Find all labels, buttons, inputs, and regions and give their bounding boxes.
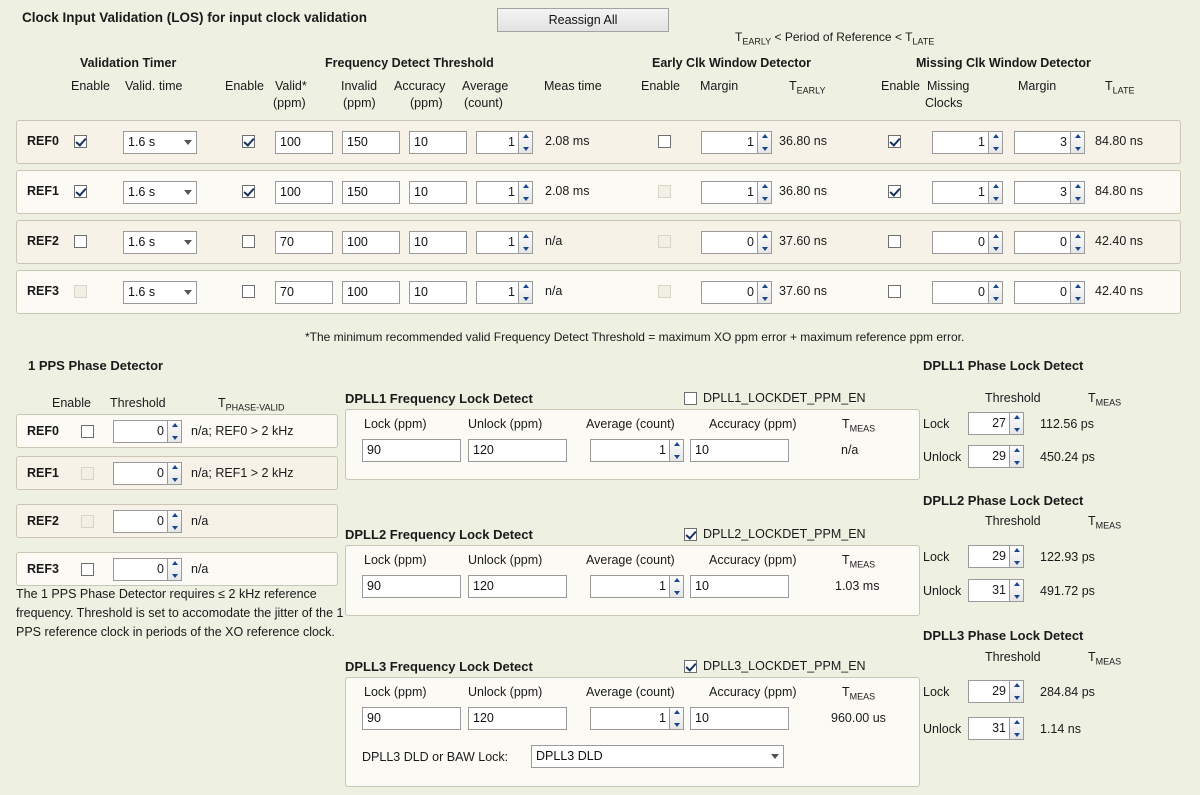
reassign-all-button[interactable]: Reassign All <box>497 8 669 32</box>
lock-label: Lock (ppm) <box>364 685 427 699</box>
lock-ppm-input[interactable]: 90 <box>362 575 461 598</box>
dpll3-unlock-threshold-stepper[interactable] <box>1009 717 1024 740</box>
average-count-stepper[interactable] <box>669 575 684 598</box>
dpll2-ppm-en-checkbox[interactable] <box>684 528 697 541</box>
dpll1-unlock-threshold-input[interactable]: 29 <box>968 445 1009 468</box>
dpll1-unlock-threshold-stepper[interactable] <box>1009 445 1024 468</box>
missing-enable-checkbox[interactable] <box>888 135 901 148</box>
tlate-value: 84.80 ns <box>1095 134 1143 148</box>
tearly-value: 37.60 ns <box>779 234 827 248</box>
valid-time-select[interactable]: 1.6 s <box>123 181 197 204</box>
dpll3-lock-threshold-input[interactable]: 29 <box>968 680 1009 703</box>
colheader-vt-enable: Enable <box>71 79 110 93</box>
average-count-input[interactable]: 1 <box>476 281 518 304</box>
missing-clocks-stepper[interactable] <box>988 181 1003 204</box>
group-early-clk: Early Clk Window Detector <box>652 56 811 70</box>
accuracy-label: Accuracy (ppm) <box>709 553 797 567</box>
dpll2-unlock-tmeas: 491.72 ps <box>1040 584 1095 598</box>
dpll2-ppm-en[interactable]: DPLL2_LOCKDET_PPM_EN <box>684 527 866 541</box>
dpll2-unlock-threshold-input[interactable]: 31 <box>968 579 1009 602</box>
pl-colheader-threshold: Threshold <box>985 514 1041 528</box>
tlate-value: 42.40 ns <box>1095 284 1143 298</box>
pps-threshold-stepper[interactable] <box>167 462 182 485</box>
missing-clocks-input[interactable]: 1 <box>932 181 988 204</box>
accuracy-ppm-input[interactable]: 10 <box>690 439 789 462</box>
average-count-input[interactable]: 1 <box>476 181 518 204</box>
row-label: REF0 <box>27 134 59 148</box>
pps-title: 1 PPS Phase Detector <box>28 358 164 373</box>
missing-margin-input[interactable]: 3 <box>1014 131 1070 154</box>
table-row <box>16 120 1181 164</box>
valid-ppm-input[interactable]: 70 <box>275 231 333 254</box>
dpll2-lock-tmeas: 122.93 ps <box>1040 550 1095 564</box>
pl-colheader-tmeas: $T_{MEAS}$ <box>1088 391 1122 408</box>
list-item <box>16 504 338 538</box>
list-item <box>16 414 338 448</box>
unlock-label: Unlock <box>923 722 962 736</box>
missing-clocks-input[interactable]: 0 <box>932 231 988 254</box>
average-count-stepper[interactable] <box>518 231 533 254</box>
dpll1-ppm-en-checkbox[interactable] <box>684 392 697 405</box>
pps-description: The 1 PPS Phase Detector requires ≤ 2 kHz reference frequency. Threshold is set to accomodate the jitter of the 1 PPS reference clock in periods of the XO reference clock. <box>16 587 344 639</box>
table-row <box>16 170 1181 214</box>
fd-enable-checkbox[interactable] <box>242 235 255 248</box>
average-label: Average (count) <box>586 417 675 431</box>
average-count-input[interactable]: 1 <box>590 707 669 730</box>
pps-threshold-stepper[interactable] <box>167 558 182 581</box>
footnote: *The minimum recommended valid Frequency Detect Threshold = maximum XO ppm error + maximum reference ppm error. <box>305 330 965 344</box>
dpll3-dld-label: DPLL3 DLD or BAW Lock: <box>362 750 509 764</box>
colheader-average: Average <box>462 79 509 93</box>
dpll3-lock-threshold-stepper[interactable] <box>1009 680 1024 703</box>
colheader-valid-ppm-unit: (ppm) <box>273 96 306 110</box>
row-label: REF3 <box>27 284 59 298</box>
pps-note-value: n/a <box>191 514 209 528</box>
vt-enable-checkbox[interactable] <box>74 135 87 148</box>
missing-margin-input[interactable]: 0 <box>1014 281 1070 304</box>
pps-threshold-stepper[interactable] <box>167 420 182 443</box>
lock-ppm-input[interactable]: 90 <box>362 707 461 730</box>
unlock-label: Unlock (ppm) <box>468 685 543 699</box>
colheader-tearly: $T_{EARLY}$ <box>789 79 826 96</box>
invalid-ppm-input[interactable]: 150 <box>342 131 400 154</box>
dpll2-phase-lock-title: DPLL2 Phase Lock Detect <box>923 493 1084 508</box>
row-label: REF2 <box>27 234 59 248</box>
average-count-input[interactable]: 1 <box>590 575 669 598</box>
pps-threshold-input[interactable]: 0 <box>113 420 167 443</box>
pps-enable-checkbox[interactable] <box>81 563 94 576</box>
colheader-valid-ppm: Valid* <box>275 79 307 93</box>
invalid-ppm-input[interactable]: 100 <box>342 281 400 304</box>
colheader-fd-enable: Enable <box>225 79 264 93</box>
early-margin-input[interactable]: 1 <box>701 131 757 154</box>
lock-label: Lock <box>923 417 950 431</box>
pps-colheader-enable: Enable <box>52 396 91 410</box>
invalid-ppm-input[interactable]: 100 <box>342 231 400 254</box>
average-label: Average (count) <box>586 685 675 699</box>
average-label: Average (count) <box>586 553 675 567</box>
chevron-down-icon <box>771 754 779 759</box>
row-label: REF0 <box>27 424 59 438</box>
missing-margin-input[interactable]: 3 <box>1014 181 1070 204</box>
average-count-input[interactable]: 1 <box>476 231 518 254</box>
tmeas-value: n/a <box>841 443 859 457</box>
average-count-stepper[interactable] <box>518 181 533 204</box>
average-count-stepper[interactable] <box>518 131 533 154</box>
colheader-missing-clocks: Missing <box>927 79 970 93</box>
group-frequency-detect: Frequency Detect Threshold <box>325 56 494 70</box>
dpll3-ppm-en[interactable]: DPLL3_LOCKDET_PPM_EN <box>684 659 866 673</box>
dpll3-ppm-en-checkbox[interactable] <box>684 660 697 673</box>
average-count-stepper[interactable] <box>669 707 684 730</box>
unlock-ppm-input[interactable]: 120 <box>468 575 567 598</box>
invalid-ppm-input[interactable]: 150 <box>342 181 400 204</box>
pps-enable-checkbox[interactable] <box>81 425 94 438</box>
colheader-missing-clocks2: Clocks <box>925 96 963 110</box>
fd-enable-checkbox[interactable] <box>242 185 255 198</box>
dpll3-freq-lock-title: DPLL3 Frequency Lock Detect <box>345 659 533 674</box>
missing-clocks-stepper[interactable] <box>988 231 1003 254</box>
dpll3-lock-tmeas: 284.84 ps <box>1040 685 1095 699</box>
dpll1-ppm-en[interactable]: DPLL1_LOCKDET_PPM_EN <box>684 391 866 405</box>
pps-colheader-threshold: Threshold <box>110 396 166 410</box>
average-count-stepper[interactable] <box>518 281 533 304</box>
tlate-value: 84.80 ns <box>1095 184 1143 198</box>
meas-time-value: n/a <box>545 234 563 248</box>
colheader-accuracy: Accuracy <box>394 79 446 93</box>
row-label: REF1 <box>27 184 59 198</box>
meas-time-value: 2.08 ms <box>545 184 590 198</box>
tearly-value: 36.80 ns <box>779 184 827 198</box>
lock-label: Lock <box>923 550 950 564</box>
accuracy-ppm-input[interactable]: 10 <box>690 707 789 730</box>
missing-clocks-stepper[interactable] <box>988 281 1003 304</box>
dpll3-phase-lock-title: DPLL3 Phase Lock Detect <box>923 628 1084 643</box>
pps-note-value: n/a; REF0 > 2 kHz <box>191 424 294 438</box>
unlock-ppm-input[interactable]: 120 <box>468 707 567 730</box>
chevron-down-icon <box>184 240 192 245</box>
early-enable-checkbox[interactable] <box>658 135 671 148</box>
tmeas-label: $T_{MEAS}$ <box>842 553 876 570</box>
table-row <box>16 220 1181 264</box>
colheader-missing-enable: Enable <box>881 79 920 93</box>
colheader-early-enable: Enable <box>641 79 680 93</box>
unlock-label: Unlock <box>923 450 962 464</box>
dpll1-lock-threshold-stepper[interactable] <box>1009 412 1024 435</box>
valid-ppm-input[interactable]: 100 <box>275 181 333 204</box>
chevron-down-icon <box>184 190 192 195</box>
accuracy-ppm-input[interactable]: 10 <box>409 281 467 304</box>
vt-enable-checkbox[interactable] <box>74 235 87 248</box>
missing-margin-stepper[interactable] <box>1070 181 1085 204</box>
list-item <box>16 552 338 586</box>
vt-enable-checkbox[interactable] <box>74 285 87 298</box>
chevron-down-icon <box>184 290 192 295</box>
dpll1-freq-lock-box <box>345 409 920 480</box>
pps-note-value: n/a <box>191 562 209 576</box>
chevron-down-icon <box>184 140 192 145</box>
missing-clocks-input[interactable]: 0 <box>932 281 988 304</box>
pl-colheader-tmeas: $T_{MEAS}$ <box>1088 650 1122 667</box>
early-margin-input[interactable]: 1 <box>701 181 757 204</box>
table-row <box>16 270 1181 314</box>
row-label: REF2 <box>27 514 59 528</box>
pl-colheader-threshold: Threshold <box>985 650 1041 664</box>
pl-colheader-threshold: Threshold <box>985 391 1041 405</box>
average-count-input[interactable]: 1 <box>476 131 518 154</box>
pps-note-value: n/a; REF1 > 2 kHz <box>191 466 294 480</box>
row-label: REF1 <box>27 466 59 480</box>
accuracy-label: Accuracy (ppm) <box>709 417 797 431</box>
tearly-value: 36.80 ns <box>779 134 827 148</box>
early-margin-input[interactable]: 0 <box>701 281 757 304</box>
early-margin-input[interactable]: 0 <box>701 231 757 254</box>
lock-label: Lock <box>923 685 950 699</box>
pps-enable-checkbox[interactable] <box>81 515 94 528</box>
colheader-valid-time: Valid. time <box>125 79 183 93</box>
dpll3-unlock-tmeas: 1.14 ns <box>1040 722 1082 736</box>
pl-colheader-tmeas: $T_{MEAS}$ <box>1088 514 1122 531</box>
meas-time-value: 2.08 ms <box>545 134 590 148</box>
dpll1-freq-lock-title: DPLL1 Frequency Lock Detect <box>345 391 533 406</box>
missing-enable-checkbox[interactable] <box>888 185 901 198</box>
pps-threshold-input[interactable]: 0 <box>113 462 167 485</box>
tearly-tlate-note: $T_{EARLY}$ < Period of Reference < $T_{LATE}$ <box>735 30 935 47</box>
dpll1-phase-lock-title: DPLL1 Phase Lock Detect <box>923 358 1084 373</box>
average-count-stepper[interactable] <box>669 439 684 462</box>
accuracy-ppm-input[interactable]: 10 <box>409 131 467 154</box>
colheader-invalid: Invalid <box>341 79 378 93</box>
lock-ppm-input[interactable]: 90 <box>362 439 461 462</box>
dpll2-unlock-threshold-stepper[interactable] <box>1009 579 1024 602</box>
valid-time-select[interactable]: 1.6 s <box>123 231 197 254</box>
missing-margin-stepper[interactable] <box>1070 231 1085 254</box>
early-margin-stepper[interactable] <box>757 131 772 154</box>
tmeas-label: $T_{MEAS}$ <box>842 685 876 702</box>
accuracy-ppm-input[interactable]: 10 <box>409 181 467 204</box>
list-item <box>16 456 338 490</box>
lock-label: Lock (ppm) <box>364 553 427 567</box>
missing-clocks-stepper[interactable] <box>988 131 1003 154</box>
page-title: Clock Input Validation (LOS) for input clock validation <box>22 10 368 25</box>
early-margin-stepper[interactable] <box>757 231 772 254</box>
early-enable-checkbox[interactable] <box>658 235 671 248</box>
pps-colheader-tphase: $T_{PHASE-VALID}$ <box>218 396 285 413</box>
dpll2-lock-threshold-stepper[interactable] <box>1009 545 1024 568</box>
meas-time-value: n/a <box>545 284 563 298</box>
missing-enable-checkbox[interactable] <box>888 235 901 248</box>
colheader-meas-time: Meas time <box>544 79 602 93</box>
missing-margin-input[interactable]: 0 <box>1014 231 1070 254</box>
unlock-label: Unlock <box>923 584 962 598</box>
colheader-accuracy-unit: (ppm) <box>410 96 443 110</box>
dpll3-unlock-threshold-input[interactable]: 31 <box>968 717 1009 740</box>
accuracy-ppm-input[interactable]: 10 <box>409 231 467 254</box>
row-label: REF3 <box>27 562 59 576</box>
colheader-early-margin: Margin <box>700 79 739 93</box>
pps-enable-checkbox[interactable] <box>81 467 94 480</box>
dpll3-freq-lock-box <box>345 677 920 787</box>
lock-label: Lock (ppm) <box>364 417 427 431</box>
valid-time-select[interactable]: 1.6 s <box>123 281 197 304</box>
dpll2-lock-threshold-input[interactable]: 29 <box>968 545 1009 568</box>
accuracy-ppm-input[interactable]: 10 <box>690 575 789 598</box>
colheader-missing-margin: Margin <box>1018 79 1057 93</box>
pps-threshold-input[interactable]: 0 <box>113 558 167 581</box>
dpll1-lock-threshold-input[interactable]: 27 <box>968 412 1009 435</box>
average-count-input[interactable]: 1 <box>590 439 669 462</box>
group-missing-clk: Missing Clk Window Detector <box>916 56 1091 70</box>
tmeas-label: $T_{MEAS}$ <box>842 417 876 434</box>
accuracy-label: Accuracy (ppm) <box>709 685 797 699</box>
early-margin-stepper[interactable] <box>757 281 772 304</box>
missing-margin-stepper[interactable] <box>1070 281 1085 304</box>
valid-ppm-input[interactable]: 100 <box>275 131 333 154</box>
missing-enable-checkbox[interactable] <box>888 285 901 298</box>
early-enable-checkbox[interactable] <box>658 185 671 198</box>
valid-time-select[interactable]: 1.6 s <box>123 131 197 154</box>
tlate-value: 42.40 ns <box>1095 234 1143 248</box>
dpll2-freq-lock-title: DPLL2 Frequency Lock Detect <box>345 527 533 542</box>
tearly-value: 37.60 ns <box>779 284 827 298</box>
tmeas-value: 960.00 us <box>831 711 886 725</box>
pps-threshold-stepper[interactable] <box>167 510 182 533</box>
unlock-label: Unlock (ppm) <box>468 417 543 431</box>
colheader-tlate: $T_{LATE}$ <box>1105 79 1135 96</box>
dpll3-dld-select[interactable]: DPLL3 DLD <box>531 745 784 768</box>
tmeas-value: 1.03 ms <box>835 579 880 593</box>
fd-enable-checkbox[interactable] <box>242 135 255 148</box>
valid-ppm-input[interactable]: 70 <box>275 281 333 304</box>
colheader-average-unit: (count) <box>464 96 503 110</box>
early-enable-checkbox[interactable] <box>658 285 671 298</box>
pps-threshold-input[interactable]: 0 <box>113 510 167 533</box>
dpll1-unlock-tmeas: 450.24 ps <box>1040 450 1095 464</box>
dpll2-freq-lock-box <box>345 545 920 616</box>
missing-margin-stepper[interactable] <box>1070 131 1085 154</box>
fd-enable-checkbox[interactable] <box>242 285 255 298</box>
dpll1-lock-tmeas: 112.56 ps <box>1040 417 1094 431</box>
early-margin-stepper[interactable] <box>757 181 772 204</box>
vt-enable-checkbox[interactable] <box>74 185 87 198</box>
unlock-label: Unlock (ppm) <box>468 553 543 567</box>
unlock-ppm-input[interactable]: 120 <box>468 439 567 462</box>
missing-clocks-input[interactable]: 1 <box>932 131 988 154</box>
colheader-invalid-unit: (ppm) <box>343 96 376 110</box>
group-validation-timer: Validation Timer <box>80 56 177 70</box>
